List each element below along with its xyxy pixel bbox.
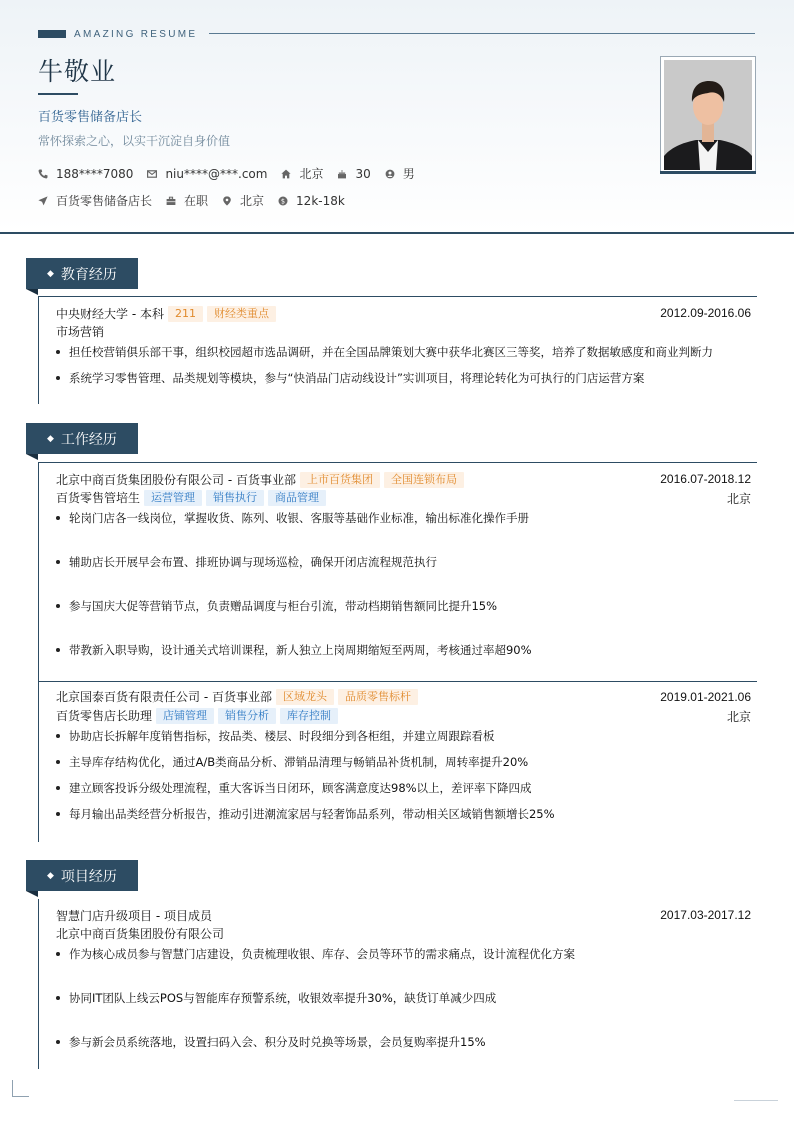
home-icon: [281, 169, 291, 179]
avatar: [664, 60, 752, 170]
diamond-icon: ◆: [47, 433, 54, 444]
info-home: [281, 165, 323, 182]
company-tag: 区域龙头: [276, 689, 334, 705]
slogan: 常怀探索之心，以实干沉淀自身价值: [38, 134, 231, 148]
info-gender: [385, 165, 415, 182]
bullet-dot: [56, 786, 60, 790]
project-company: 北京中商百货集团股份有限公司: [56, 927, 225, 941]
resume-header: [0, 0, 794, 234]
diamond-icon: ◆: [47, 870, 54, 881]
info-row-intent: [38, 192, 359, 209]
info-age: [337, 167, 370, 181]
work-company-line: [56, 688, 418, 705]
work-company-line: [56, 471, 464, 488]
status-text: 在职: [184, 194, 209, 208]
education-entry: [39, 296, 757, 405]
work-role-line: [56, 489, 326, 506]
corner-line: [734, 1100, 778, 1101]
email-text: niu****@***.com: [165, 166, 268, 181]
bullet-dot: [56, 734, 60, 738]
bullet-text: 担任校营销俱乐部干事，组织校园超市选品调研，并在全国品牌策划大赛中获华北赛区三等奖，培养了数据敏感度和商业判断力: [69, 345, 713, 359]
list-item: [56, 370, 644, 386]
list-item: [56, 754, 528, 770]
skill-tag: 运营管理: [144, 490, 202, 506]
bullet-dot: [56, 350, 60, 354]
section-header-education: [26, 258, 138, 289]
email-icon: [147, 169, 157, 179]
bullet-dot: [56, 560, 60, 564]
education-school: 中央财经大学 - 本科: [56, 307, 164, 321]
work-date: 2019.01-2021.06: [660, 690, 751, 704]
candidate-name: 牛敬业: [38, 57, 117, 86]
skill-tag: 库存控制: [280, 708, 338, 724]
brand-divider: [209, 33, 755, 34]
section-title-project: 项目经历: [60, 868, 117, 885]
company-tag: 上市百货集团: [300, 472, 380, 488]
section-body-work: [38, 462, 757, 842]
section-body-project: [38, 899, 757, 1069]
ribbon-fold: [26, 454, 38, 460]
target-job-text: 百货零售储备店长: [56, 194, 153, 208]
briefcase-icon: [166, 196, 176, 206]
city-text: 北京: [240, 194, 265, 208]
skill-tag: 销售分析: [218, 708, 276, 724]
info-city: [222, 192, 264, 209]
list-item: [56, 1034, 486, 1050]
work-company: 北京中商百货集团股份有限公司 - 百货事业部: [56, 473, 296, 487]
section-header-project: [26, 860, 138, 891]
section-title-work: 工作经历: [60, 431, 117, 448]
bullet-dot: [56, 1040, 60, 1044]
info-target-job: [38, 192, 152, 209]
info-salary: [278, 194, 345, 208]
job-title: 百货零售储备店长: [38, 110, 143, 125]
profile-photo: [660, 56, 756, 174]
gender-text: 男: [402, 167, 415, 181]
info-status: [166, 192, 208, 209]
bullet-text: 系统学习零售管理、品类规划等模块，参与“快消品门店动线设计”实训项目，将理论转化为可执行的门店运营方案: [69, 371, 645, 385]
bullet-dot: [56, 760, 60, 764]
work-entry: [39, 462, 757, 682]
list-item: [56, 510, 529, 526]
ribbon-fold: [26, 289, 38, 295]
diamond-icon: ◆: [47, 268, 54, 279]
phone-icon: [38, 169, 48, 179]
education-tag: 211: [168, 306, 203, 322]
name-underline: [38, 93, 78, 95]
brand-mark: [38, 27, 197, 41]
location-icon: [222, 196, 232, 206]
list-item: [56, 780, 532, 796]
project-name: 智慧门店升级项目 - 项目成员: [56, 909, 212, 923]
skill-tag: 店铺管理: [156, 708, 214, 724]
bullet-text: 协同IT团队上线云POS与智能库存预警系统，收银效率提升30%，缺货订单减少四成: [69, 991, 497, 1005]
section-title-education: 教育经历: [60, 266, 117, 283]
corner-mark: [12, 1080, 29, 1097]
work-city: 北京: [726, 710, 751, 724]
bullet-dot: [56, 648, 60, 652]
brand-bar: [38, 30, 66, 38]
bullet-dot: [56, 376, 60, 380]
company-tag: 全国连锁布局: [384, 472, 464, 488]
bullet-text: 每月输出品类经营分析报告，推动引进潮流家居与轻奢饰品系列，带动相关区域销售额增长25%: [69, 807, 555, 821]
bullet-dot: [56, 812, 60, 816]
work-date: 2016.07-2018.12: [660, 472, 751, 486]
bullet-dot: [56, 952, 60, 956]
salary-icon: [278, 196, 288, 206]
education-school-line: [56, 305, 276, 322]
list-item: [56, 946, 575, 962]
salary-text: 12k-18k: [296, 193, 345, 208]
bullet-text: 轮岗门店各一线岗位，掌握收货、陈列、收银、客服等基础作业标准，输出标准化操作手册: [69, 511, 529, 525]
work-role-line: [56, 707, 338, 724]
brand-text: AMAZING RESUME: [74, 28, 198, 40]
work-role: 百货零售店长助理: [56, 709, 153, 723]
bullet-dot: [56, 996, 60, 1000]
section-body-education: [38, 296, 757, 404]
section-header-work: [26, 423, 138, 454]
skill-tag: 销售执行: [206, 490, 264, 506]
project-entry: [39, 899, 757, 1069]
list-item: [56, 806, 555, 822]
age-text: 30: [355, 166, 371, 181]
list-item: [56, 598, 497, 614]
work-entry: [39, 681, 757, 843]
phone-text: 188****7080: [56, 166, 134, 181]
photo-accent-bar: [660, 171, 756, 174]
bullet-dot: [56, 604, 60, 608]
bullet-text: 辅助店长开展早会布置、排班协调与现场巡检，确保开闭店流程规范执行: [69, 555, 437, 569]
info-row-personal: [38, 165, 429, 182]
bullet-text: 参与国庆大促等营销节点，负责赠品调度与柜台引流，带动档期销售额同比提升15%: [69, 599, 498, 613]
work-city: 北京: [726, 492, 751, 506]
info-phone: [38, 167, 133, 181]
list-item: [56, 554, 437, 570]
bullet-text: 作为核心成员参与智慧门店建设，负责梳理收银、库存、会员等环节的需求痛点，设计流程优化方案: [69, 947, 575, 961]
bullet-dot: [56, 516, 60, 520]
skill-tag: 商品管理: [268, 490, 326, 506]
list-item: [56, 990, 496, 1006]
work-role: 百货零售管培生: [56, 491, 141, 505]
svg-text:$: $: [280, 197, 286, 206]
project-date: 2017.03-2017.12: [660, 908, 751, 922]
ribbon-fold: [26, 891, 38, 897]
education-tag: 财经类重点: [207, 306, 276, 322]
bullet-text: 建立顾客投诉分级处理流程，重大客诉当日闭环，顾客满意度达98%以上，差评率下降四成: [69, 781, 532, 795]
bullet-text: 带教新入职导购，设计通关式培训课程，新人独立上岗周期缩短至两周，考核通过率超90%: [69, 643, 532, 657]
cake-icon: [337, 169, 347, 179]
list-item: [56, 642, 532, 658]
list-item: [56, 728, 495, 744]
bullet-text: 协助店长拆解年度销售指标，按品类、楼层、时段细分到各柜组，并建立周跟踪看板: [69, 729, 495, 743]
home-text: 北京: [299, 167, 324, 181]
bullet-text: 参与新会员系统落地，设置扫码入会、积分及时兑换等场景，会员复购率提升15%: [69, 1035, 486, 1049]
education-major: 市场营销: [56, 325, 105, 339]
info-email: [147, 167, 267, 181]
list-item: [56, 344, 713, 360]
bullet-text: 主导库存结构优化，通过A/B类商品分析、滞销品清理与畅销品补货机制，周转率提升20%: [69, 755, 529, 769]
work-company: 北京国泰百货有限责任公司 - 百货事业部: [56, 690, 272, 704]
send-icon: [38, 196, 48, 206]
portrait-icon: [664, 60, 752, 170]
education-date: 2012.09-2016.06: [660, 306, 751, 320]
company-tag: 品质零售标杆: [338, 689, 418, 705]
gender-icon: [385, 169, 395, 179]
